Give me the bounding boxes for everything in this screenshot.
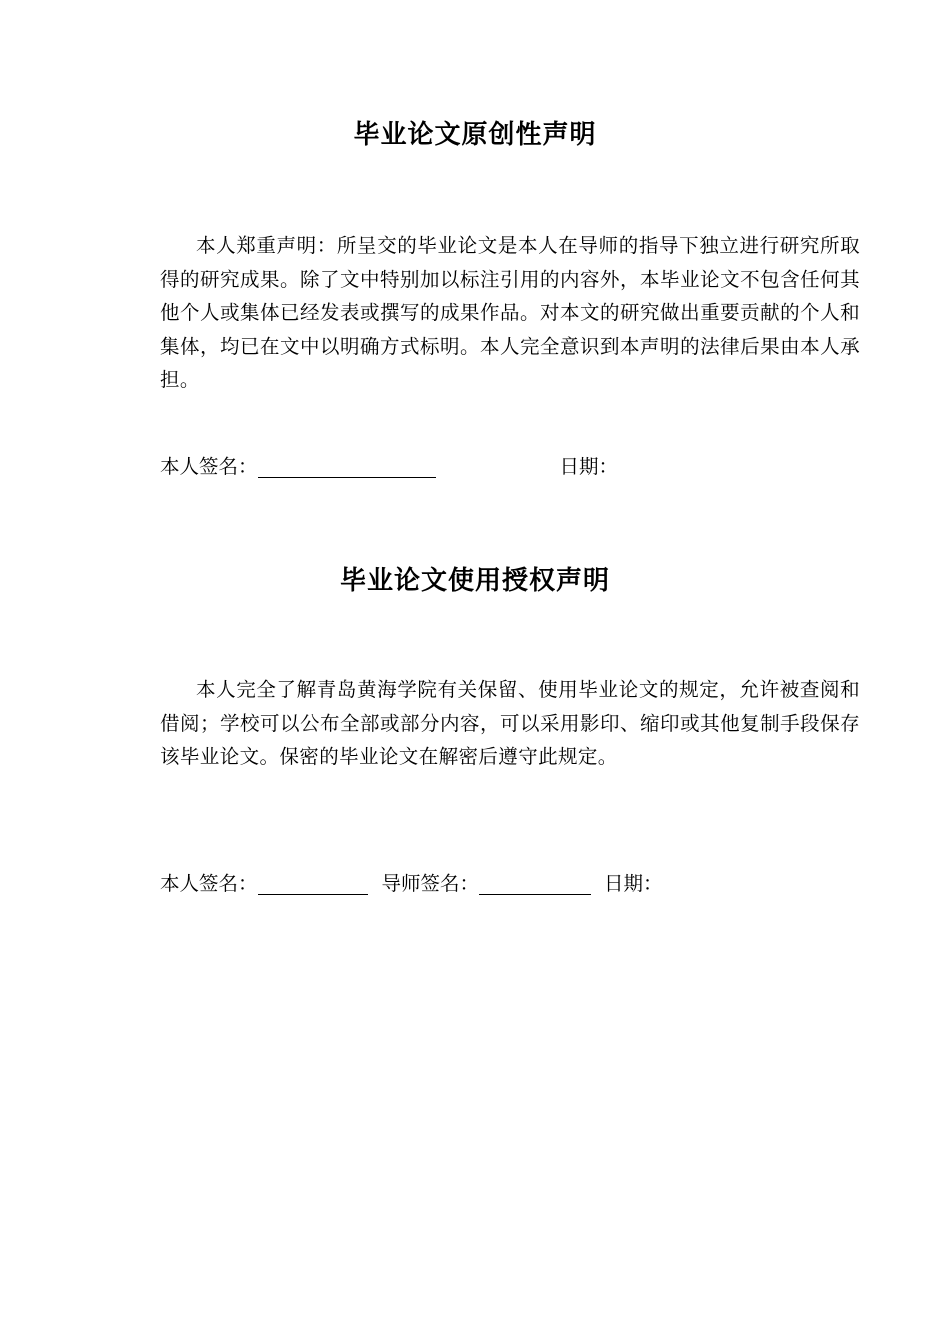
signature-blank-line	[258, 455, 436, 478]
originality-statement: 本人郑重声明：所呈交的毕业论文是本人在导师的指导下独立进行研究所取得的研究成果。除了文中特别加以标注引用的内容外，本毕业论文不包含任何其他个人或集体已经发表或撰写的成果作品。对本文的研究做出重要贡献的个人和集体，均已在文中以明确方式标明。本人完全意识到本声明的法律后果由本人承担。	[160, 234, 860, 391]
advisor-signature-blank-line	[479, 872, 591, 895]
originality-signature-row	[160, 452, 618, 482]
authorization-statement: 本人完全了解青岛黄海学院有关保留、使用毕业论文的规定，允许被查阅和借阅；学校可以公布全部或部分内容，可以采用影印、缩印或其他复制手段保存该毕业论文。保密的毕业论文在解密后遵守此规定。	[160, 678, 860, 768]
signature-blank-line	[258, 872, 368, 895]
signature-label: 本人签名：	[160, 455, 258, 478]
originality-title: 毕业论文原创性声明	[353, 120, 597, 150]
advisor-signature-label: 导师签名：	[381, 872, 480, 895]
authorization-title: 毕业论文使用授权声明	[339, 566, 610, 596]
date-label: 日期：	[604, 872, 663, 895]
signature-label: 本人签名：	[160, 872, 258, 895]
date-label: 日期：	[559, 455, 619, 478]
authorization-signature-row	[160, 869, 663, 899]
